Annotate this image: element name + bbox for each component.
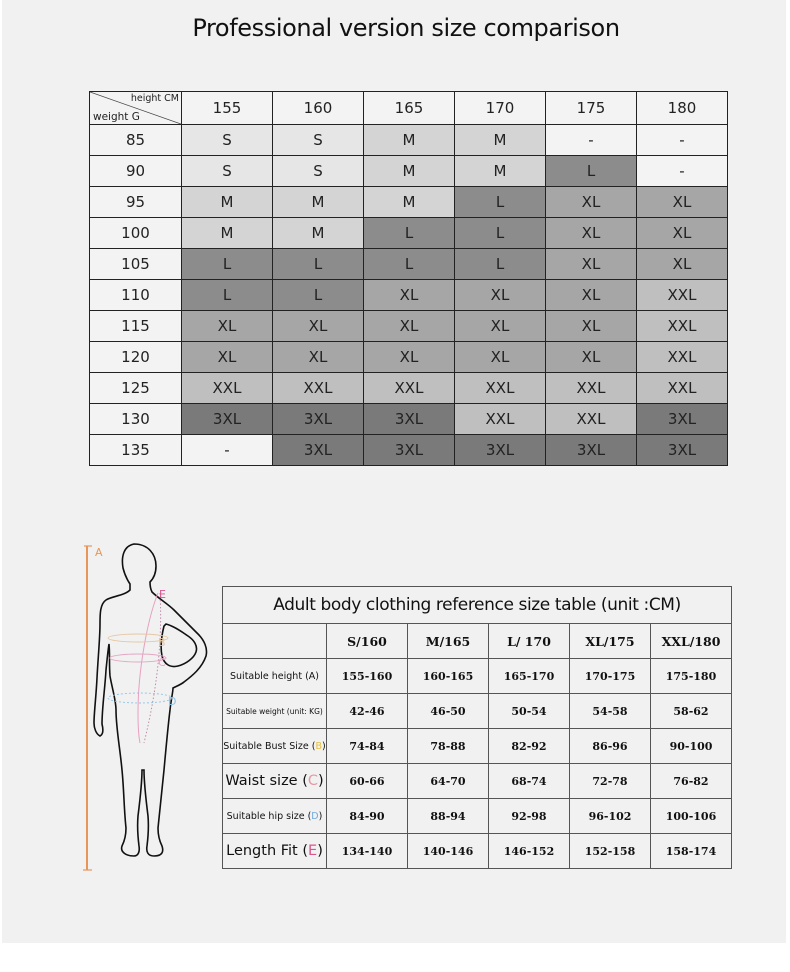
size-cell: XL [455,311,546,342]
measurement-value: 68-74 [489,764,570,799]
measurement-value: 134-140 [327,834,408,869]
size-cell: M [455,156,546,187]
size-cell: L [182,280,273,311]
size-cell: XL [364,311,455,342]
weight-header: 100 [90,218,182,249]
size-cell: L [546,156,637,187]
grid-corner-cell [90,92,182,125]
size-cell: XXL [182,373,273,404]
size-cell: XL [637,249,728,280]
weight-header: 130 [90,404,182,435]
grid-header-row [90,92,728,125]
weight-header: 125 [90,373,182,404]
size-cell: L [273,280,364,311]
measurement-label: Suitable Bust Size (B) [223,729,327,764]
marker-b-label: B [158,636,166,649]
reference-row [223,764,732,799]
weight-header: 95 [90,187,182,218]
measurement-value: 175-180 [651,659,732,694]
size-cell: XXL [637,342,728,373]
size-cell: 3XL [182,404,273,435]
size-cell: L [455,218,546,249]
measurement-value: 152-158 [570,834,651,869]
empty-header-cell [223,624,327,659]
size-column-header: M/165 [408,624,489,659]
size-cell: XXL [364,373,455,404]
grid-body [90,125,728,466]
weight-header: 115 [90,311,182,342]
height-header: 180 [637,92,728,125]
size-cell: XXL [546,404,637,435]
measurement-value: 78-88 [408,729,489,764]
weight-header: 105 [90,249,182,280]
grid-row [90,125,728,156]
size-cell: M [273,218,364,249]
measurement-value: 58-62 [651,694,732,729]
measurement-label: Suitable height (A) [223,659,327,694]
measurement-value: 50-54 [489,694,570,729]
size-cell: XL [455,280,546,311]
measurement-value: 76-82 [651,764,732,799]
marker-d-label: D [168,695,177,708]
measurement-value: 88-94 [408,799,489,834]
reference-row [223,659,732,694]
page-title: Professional version size comparison [192,14,620,42]
size-cell: XL [546,218,637,249]
size-cell: XXL [546,373,637,404]
size-cell: XL [637,218,728,249]
size-cell: M [273,187,364,218]
size-cell: - [637,125,728,156]
reference-header-row [223,624,732,659]
measurement-label: Suitable weight (unit: KG) [223,694,327,729]
size-cell: XL [546,311,637,342]
size-cell: XL [546,342,637,373]
measurement-label: Length Fit (E) [223,834,327,869]
measurement-value: 46-50 [408,694,489,729]
size-cell: L [364,249,455,280]
measurement-marker: B [315,740,323,752]
size-cell: XXL [455,404,546,435]
measurement-value: 100-106 [651,799,732,834]
grid-row [90,404,728,435]
size-cell: 3XL [364,404,455,435]
size-column-header: XXL/180 [651,624,732,659]
grid-row [90,342,728,373]
size-column-header: L/ 170 [489,624,570,659]
reference-row [223,834,732,869]
reference-table-body [223,659,732,869]
size-cell: XL [455,342,546,373]
size-cell: XXL [273,373,364,404]
measurement-value: 140-146 [408,834,489,869]
size-cell: M [455,125,546,156]
size-cell: L [455,249,546,280]
size-cell: L [364,218,455,249]
height-header: 155 [182,92,273,125]
body-silhouette [78,538,218,878]
reference-row [223,799,732,834]
measurement-value: 64-70 [408,764,489,799]
size-cell: - [546,125,637,156]
height-header: 160 [273,92,364,125]
size-cell: M [182,187,273,218]
height-axis-label: height CM [130,93,179,104]
size-cell: 3XL [546,435,637,466]
reference-row [223,729,732,764]
size-comparison-grid [89,91,728,466]
grid-row [90,249,728,280]
measurement-value: 170-175 [570,659,651,694]
measurement-value: 165-170 [489,659,570,694]
marker-c-label: C [158,656,166,669]
grid-row [90,280,728,311]
measurement-value: 96-102 [570,799,651,834]
size-cell: XL [182,342,273,373]
size-cell: XXL [637,280,728,311]
size-cell: XL [182,311,273,342]
weight-header: 135 [90,435,182,466]
measurement-value: 158-174 [651,834,732,869]
size-cell: S [273,156,364,187]
size-cell: XL [546,187,637,218]
weight-header: 110 [90,280,182,311]
reference-caption-row [223,587,732,624]
size-cell: XL [273,311,364,342]
size-cell: - [182,435,273,466]
measurement-label: Suitable hip size (D) [223,799,327,834]
size-cell: 3XL [637,435,728,466]
size-cell: XL [546,280,637,311]
measurement-value: 84-90 [327,799,408,834]
size-cell: XXL [455,373,546,404]
size-cell: S [182,156,273,187]
size-cell: M [364,156,455,187]
size-cell: 3XL [364,435,455,466]
size-cell: XL [364,280,455,311]
weight-header: 90 [90,156,182,187]
size-cell: 3XL [273,404,364,435]
measurement-marker: D [311,810,319,822]
size-cell: XL [273,342,364,373]
measurement-value: 86-96 [570,729,651,764]
size-cell: L [455,187,546,218]
size-cell: M [364,125,455,156]
measurement-value: 60-66 [327,764,408,799]
reference-row [223,694,732,729]
measurement-value: 146-152 [489,834,570,869]
marker-a-label: A [95,546,103,559]
weight-header: 120 [90,342,182,373]
size-column-header: XL/175 [570,624,651,659]
size-cell: XL [364,342,455,373]
measurement-value: 72-78 [570,764,651,799]
measurement-value: 90-100 [651,729,732,764]
height-header: 165 [364,92,455,125]
body-measurement-figure [78,538,218,878]
size-cell: L [182,249,273,280]
reference-table-caption: Adult body clothing reference size table (unit :CM) [223,587,732,624]
size-cell: XXL [637,311,728,342]
measurement-value: 74-84 [327,729,408,764]
size-cell: S [182,125,273,156]
grid-row [90,187,728,218]
size-cell: 3XL [455,435,546,466]
grid-row [90,435,728,466]
measurement-value: 82-92 [489,729,570,764]
weight-axis-label: weight G [93,111,140,123]
measurement-value: 92-98 [489,799,570,834]
size-cell: XL [546,249,637,280]
measurement-value: 160-165 [408,659,489,694]
size-column-header: S/160 [327,624,408,659]
measurement-value: 42-46 [327,694,408,729]
measurement-label: Waist size (C) [223,764,327,799]
size-cell: 3XL [637,404,728,435]
size-cell: - [637,156,728,187]
measurement-value: 54-58 [570,694,651,729]
height-header: 175 [546,92,637,125]
height-header: 170 [455,92,546,125]
grid-row [90,218,728,249]
measurement-marker: E [308,843,318,859]
grid-row [90,156,728,187]
size-cell: M [182,218,273,249]
measurement-marker: C [307,773,318,789]
size-cell: XXL [637,373,728,404]
weight-header: 85 [90,125,182,156]
size-cell: S [273,125,364,156]
size-cell: M [364,187,455,218]
size-cell: 3XL [273,435,364,466]
size-cell: L [273,249,364,280]
marker-e-label: E [159,588,166,601]
size-cell: XL [637,187,728,218]
grid-row [90,373,728,404]
grid-row [90,311,728,342]
measurement-value: 155-160 [327,659,408,694]
reference-size-table [222,586,732,869]
